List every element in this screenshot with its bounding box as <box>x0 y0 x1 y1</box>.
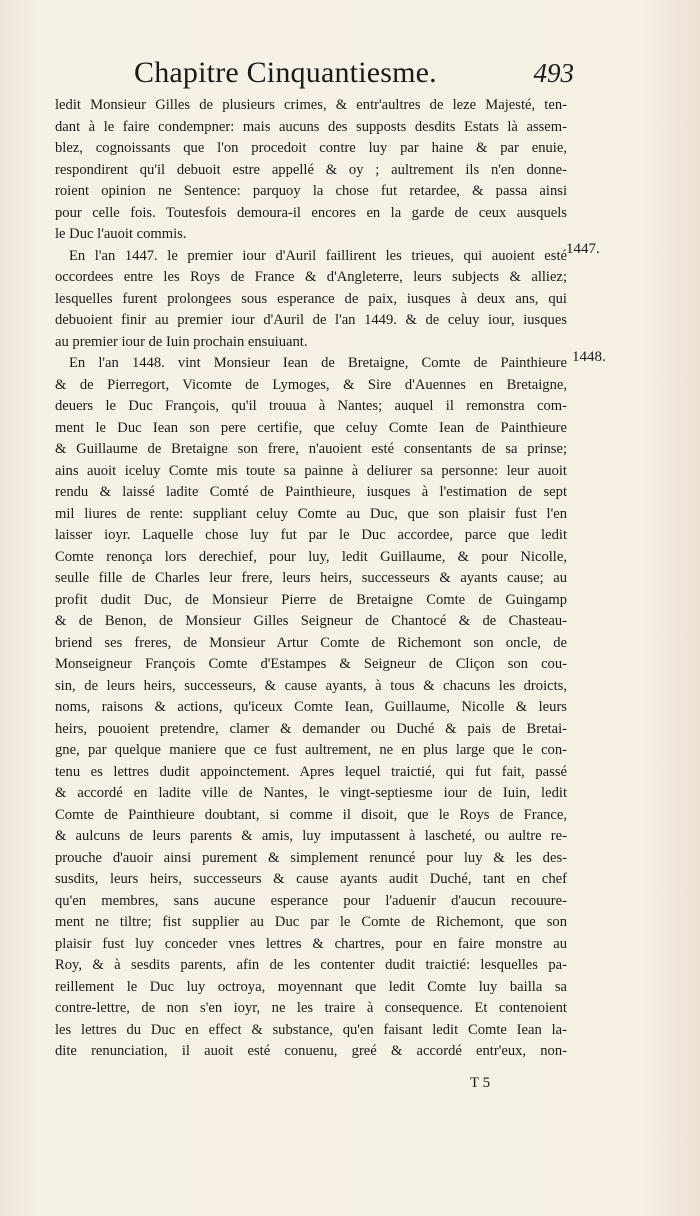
text-line: heirs, pouoient pretendre, clamer & demander ou Duché & pais de Bretai- <box>55 720 567 737</box>
text-line: En l'an 1448. vint Monsieur Iean de Bretaigne, Comte de Painthieure <box>69 355 567 371</box>
text-line: dant à le faire condempner: mais aucuns des supposts desdits Estats là assem- <box>55 118 567 135</box>
margin-note-year-1447: 1447. <box>566 241 600 257</box>
text-line: occordees entre les Roys de France & d'Angleterre, leurs subjects & alliez; <box>55 269 567 285</box>
page-number: 493 <box>533 58 574 88</box>
text-line: & aulcuns de leurs parents & amis, luy imputassent à lascheté, ou aultre re- <box>55 828 567 844</box>
text-line: qu'en membres, sans aucune esperance pour l'aduenir d'aucun recouure- <box>55 892 567 909</box>
text-line: pour celle fois. Toutesfois demoura-il encores en la garde de ceux ausquels <box>55 204 567 221</box>
text-line: & accordé en ladite ville de Nantes, le vingt-septiesme iour de Iuin, ledit <box>55 785 567 801</box>
text-line: laisser ioyr. Laquelle chose luy fut par le Duc accordee, parce que ledit <box>55 527 567 543</box>
text-line: ledit Monsieur Gilles de plusieurs crimes, & entr'aultres de leze Majesté, ten- <box>55 97 567 113</box>
text-line: Comte de Painthieure doubtant, si comme il disoit, que le Roys de France, <box>55 806 567 823</box>
text-line: briend ses freres, de Monsieur Artur Comte de Richemont son oncle, de <box>55 634 567 651</box>
text-line: ment ne tiltre; fist supplier au Duc par le Comte de Richemont, que son <box>55 914 567 930</box>
text-line: deuers le Duc François, qu'il trouua à Nantes; auquel il remonstra com- <box>55 398 567 414</box>
text-line: contre-lettre, de non s'en ioyr, ne les traire à consequence. Et contenoient <box>55 1000 567 1016</box>
running-title: Chapitre Cinquantiesme. <box>134 56 437 89</box>
text-line: blez, cognoissants que l'on procedoit contre luy par haine & par enuie, <box>55 140 567 156</box>
text-line: dite renunciation, il auoit esté conuenu, greé & accordé entr'eux, non- <box>55 1043 567 1059</box>
text-line: ment le Duc Iean son pere certifie, que celuy Comte Iean de Painthieure <box>55 419 567 436</box>
text-line: & de Pierregort, Vicomte de Lymoges, & Sire d'Auennes en Bretaigne, <box>55 376 567 393</box>
margin-note-year-1448: 1448. <box>572 349 606 365</box>
text-line: roient opinion ne Sentence: parquoy la chose fut retardee, & passa ainsi <box>55 183 567 199</box>
text-line: & Guillaume de Bretaigne son frere, n'auoient esté consentants de sa prinse; <box>55 441 567 457</box>
body-text <box>55 95 567 1063</box>
page-header <box>134 56 574 96</box>
text-line: & de Benon, de Monsieur Gilles Seigneur de Chantocé & de Chasteau- <box>55 613 567 629</box>
text-line: gne, par quelque maniere que ce fust aultrement, ne en plus large que le con- <box>55 742 567 758</box>
text-line: le Duc l'auoit commis. <box>55 226 187 242</box>
text-line: tenu es lettres dudit appoinctement. Apres lequel traictié, qui fut fait, passé <box>55 763 567 780</box>
text-line: respondirent qu'il debuoit estre appellé & oy ; aultrement ils n'en donne- <box>55 161 567 178</box>
text-line: prouche d'auoir ainsi purement & simplement renuncé pour luy & les des- <box>55 849 567 866</box>
catchword: T 5 <box>470 1075 491 1091</box>
text-line: Comte renonça lors derechief, pour luy, ledit Guillaume, & pour Nicolle, <box>55 548 567 565</box>
text-line: noms, raisons & actions, qu'iceux Comte Iean, Guillaume, Nicolle & leurs <box>55 699 567 715</box>
text-line: ains auoit iceluy Comte mis toute sa painne à deliurer sa personne: leur auoit <box>55 462 567 479</box>
text-line: les lettres du Duc en effect & substance, qu'en faisant ledit Comte Iean la- <box>55 1021 567 1038</box>
text-line: En l'an 1447. le premier iour d'Auril faillirent les trieues, qui auoient esté <box>69 247 567 264</box>
text-line: reillement le Duc luy octroya, moyennant que ledit Comte luy bailla sa <box>55 978 567 995</box>
text-line: mil liures de rente: suppliant celuy Comte au Duc, que son plaisir fust l'en <box>55 505 567 522</box>
text-line: profit dudit Duc, de Monsieur Pierre de Bretaigne Comte de Guingamp <box>55 591 567 608</box>
text-line: rendu & laissé ladite Comté de Painthieure, iusques à l'estimation de sept <box>55 484 567 500</box>
text-line: Roy, & à sesdits parents, afin de les contenter dudit traictié: lesquelles pa- <box>55 957 567 973</box>
text-line: seulle fille de Charles leur frere, leurs heirs, successeurs & ayants cause; au <box>55 570 567 586</box>
text-line: debuoient finir au premier iour d'Auril de l'an 1449. & de celuy iour, iusques <box>55 312 567 328</box>
text-line: susdits, leurs heirs, successeurs & cause ayants audit Duché, tant en chef <box>55 871 567 887</box>
text-line: lesquelles furent prolongees sous esperance de paix, iusques à deux ans, qui <box>55 290 567 307</box>
text-line: plaisir fust luy conceder vnes lettres & chartres, pour en faire monstre au <box>55 935 567 952</box>
text-line: Monseigneur François Comte d'Estampes & Seigneur de Cliçon son cou- <box>55 656 567 672</box>
text-line: au premier iour de Iuin prochain ensuiuant. <box>55 333 308 350</box>
text-line: sin, de leurs heirs, successeurs, & cause ayants, à tous & chacuns les droicts, <box>55 677 567 694</box>
